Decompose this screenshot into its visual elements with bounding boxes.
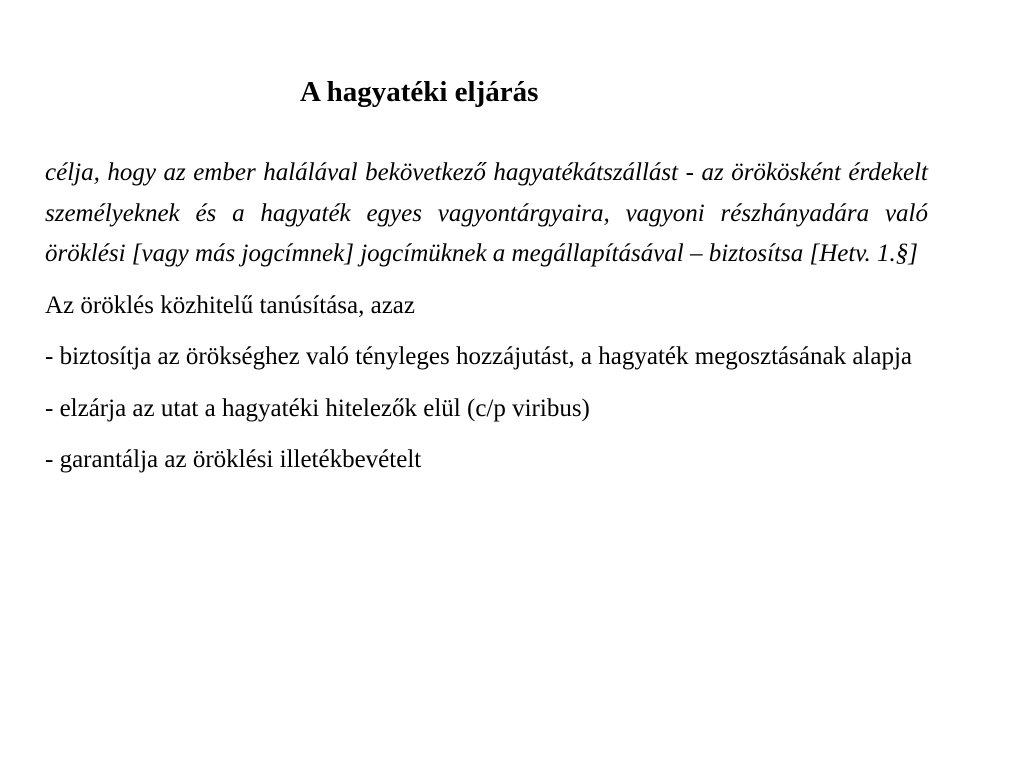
paragraph-creditors: - elzárja az utat a hagyatéki hitelezők elül (c/p viribus): [45, 394, 590, 422]
paragraph-certification: Az öröklés közhitelű tanúsítása, azaz: [45, 291, 415, 319]
slide-title: A hagyatéki eljárás: [300, 76, 539, 108]
intro-paragraph: célja, hogy az ember halálával bekövetkező hagyatékátszállást - az örökösként érdekelt személyeknek és a hagyaték egyes vagyontárgyaira, vagyoni részhányadára való öröklési [vagy más jogcímnek] jogcímüknek a megállapításával – biztosítsa [Hetv. 1.§]: [45, 159, 928, 267]
paragraph-tax: - garantálja az öröklési illetékbevételt: [45, 446, 422, 473]
paragraph-access: - biztosítja az örökséghez való tényleges hozzájutást, a hagyaték megosztásának alapja: [45, 343, 913, 370]
slide-body: [45, 153, 928, 492]
